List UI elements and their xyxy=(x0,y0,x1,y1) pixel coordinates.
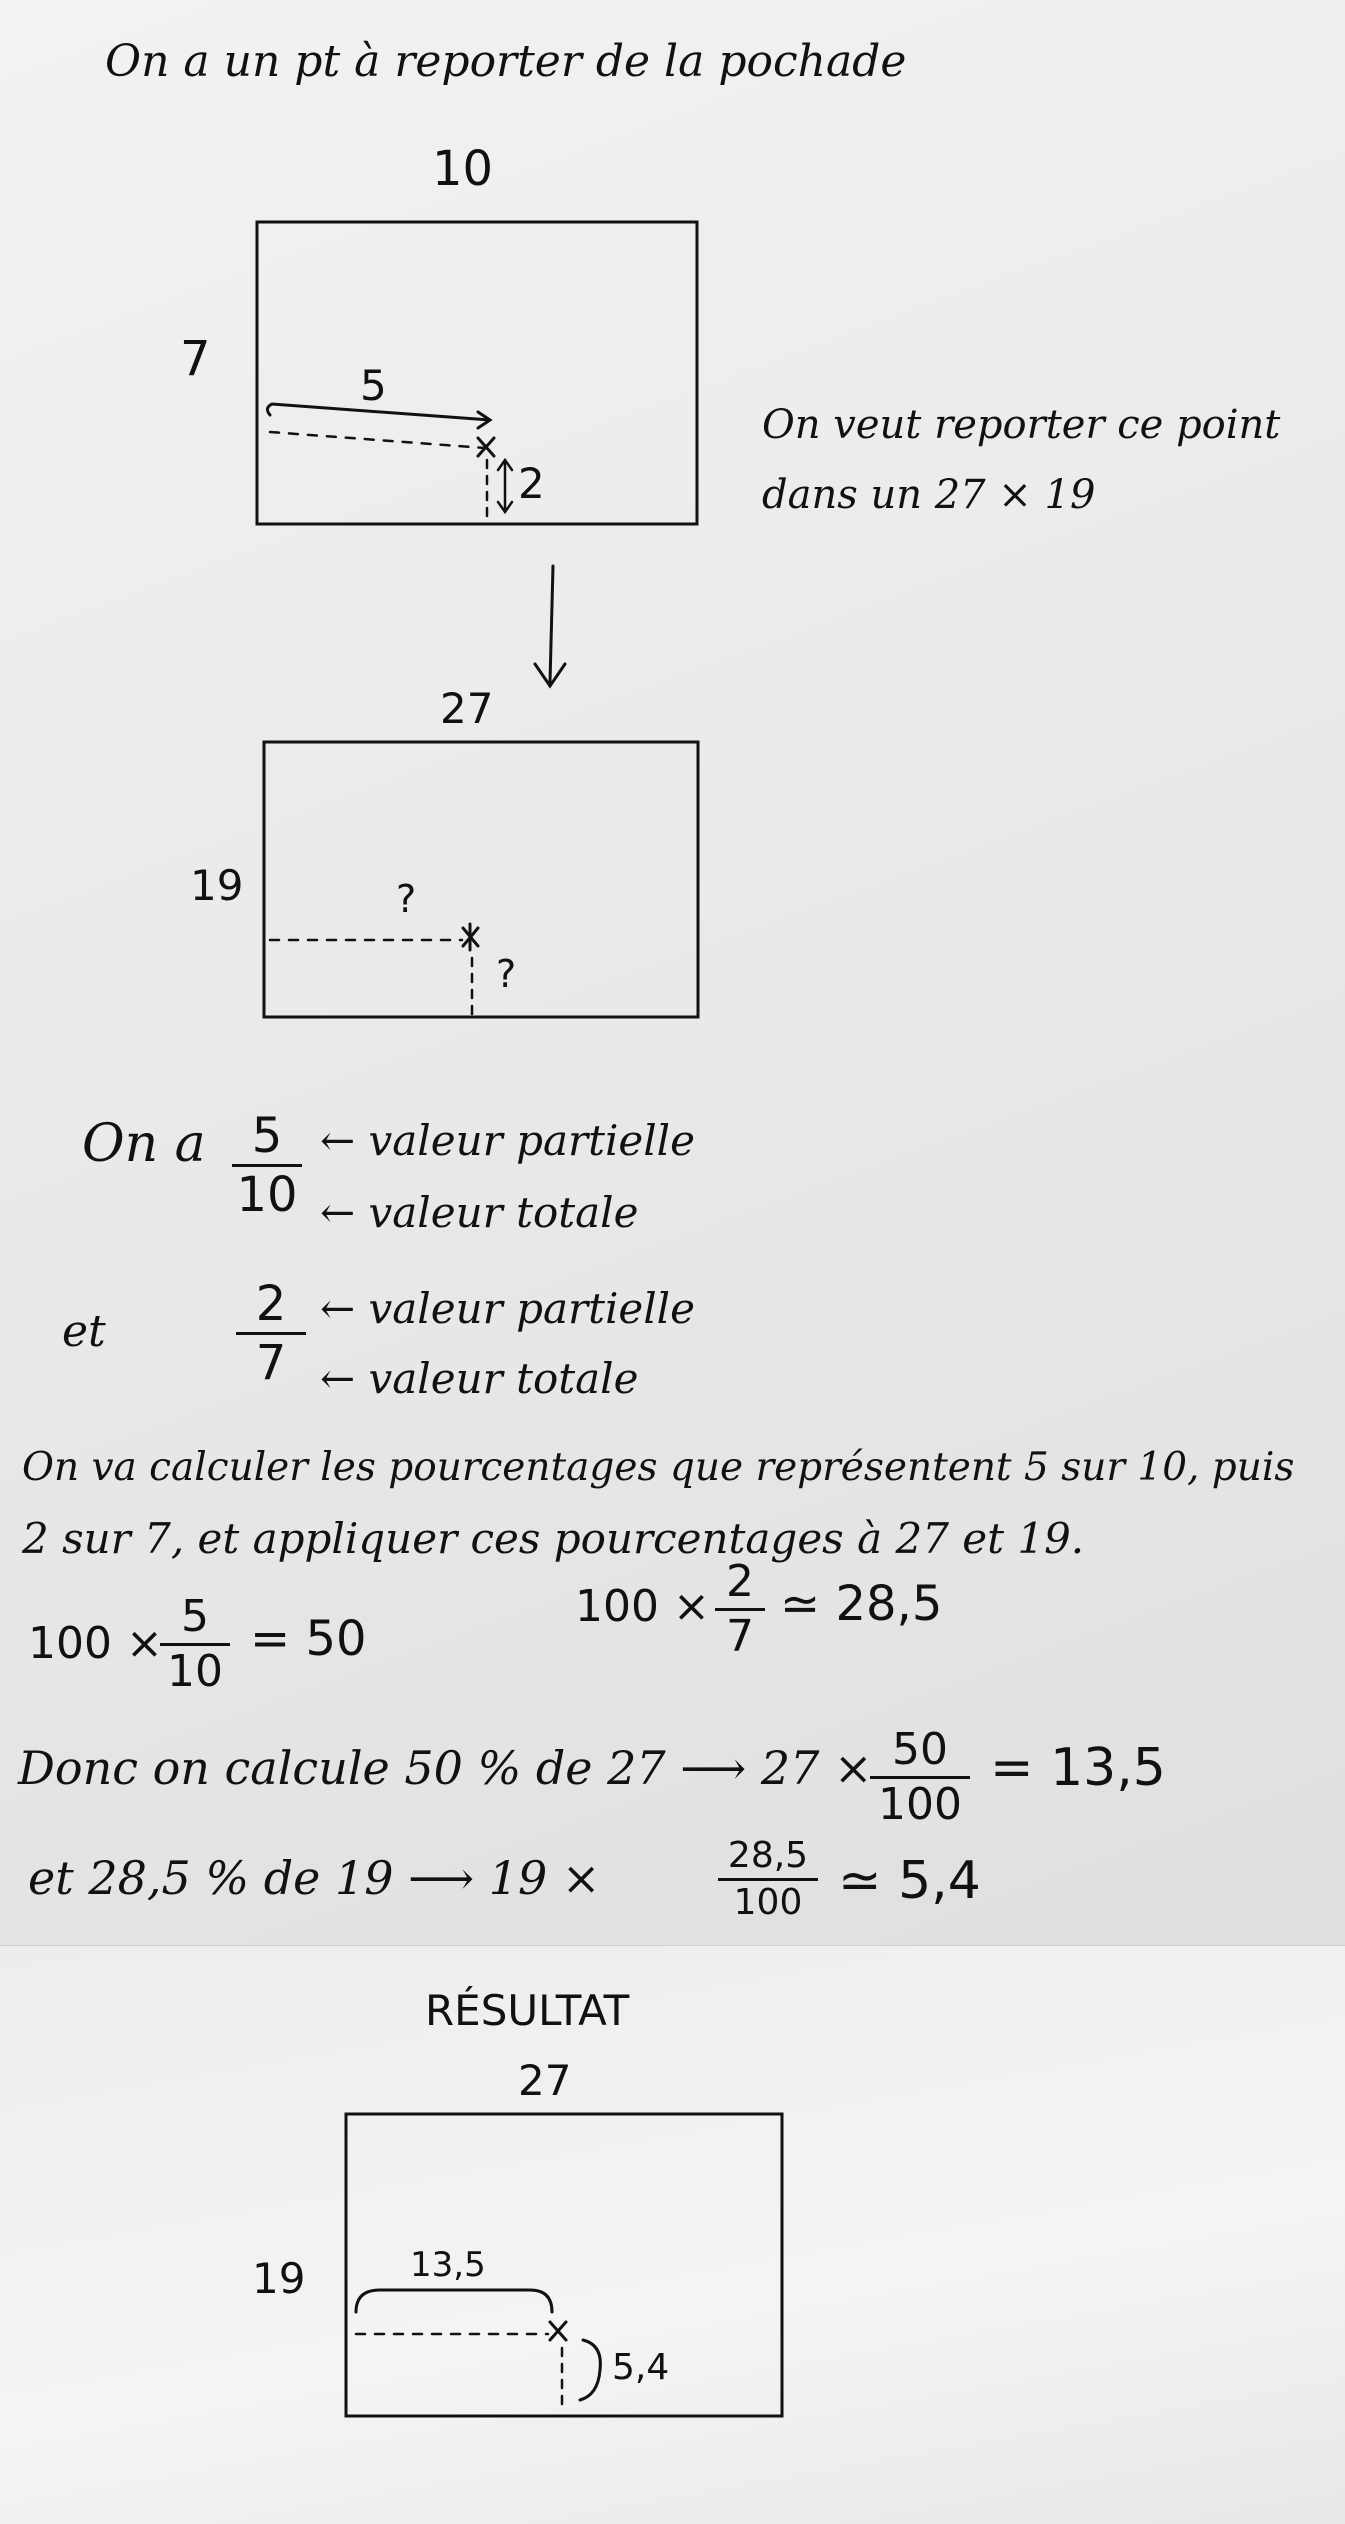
big-cross xyxy=(463,924,478,950)
small-width-label: 10 xyxy=(432,141,494,197)
result-title: RÉSULTAT xyxy=(425,1986,630,2035)
ratios-et: et xyxy=(62,1306,106,1357)
calc4-result: ≃ 5,4 xyxy=(838,1851,981,1911)
side-note-line1: On veut reporter ce point xyxy=(762,402,1281,448)
calc2-numerator: 2 xyxy=(726,1556,754,1607)
big-height-label: 19 xyxy=(190,861,244,910)
small-y-value: 2 xyxy=(518,459,545,508)
ratio-1-partial-label: ← valeur partielle xyxy=(320,1116,695,1165)
intro-text: On a un pt à reporter de la pochade xyxy=(105,36,907,87)
calc4-prefix: et 28,5 % de 19 ⟶ 19 × xyxy=(28,1851,601,1905)
small-height-label: 7 xyxy=(180,331,211,387)
result-width-label: 27 xyxy=(518,2056,572,2105)
result-height-label: 19 xyxy=(252,2254,306,2303)
small-h-dashed xyxy=(270,432,485,448)
calc4-denominator: 100 xyxy=(733,1882,803,1923)
big-width-label: 27 xyxy=(440,684,494,733)
result-y-brace xyxy=(580,2340,600,2400)
ratio-1-total-label: ← valeur totale xyxy=(320,1188,639,1237)
calc4-fraction xyxy=(718,1835,818,1923)
fraction-bar xyxy=(718,1878,818,1881)
calc1-fraction xyxy=(160,1591,230,1697)
side-note-line2: dans un 27 × 19 xyxy=(762,472,1096,518)
ratio-1-numerator: 5 xyxy=(251,1108,283,1164)
calc1-numerator: 5 xyxy=(181,1591,209,1642)
ratios-on-a: On a xyxy=(82,1114,206,1174)
ratio-2-partial-label: ← valeur partielle xyxy=(320,1284,695,1333)
small-y-arrow xyxy=(498,460,512,512)
calc3-fraction xyxy=(870,1724,970,1830)
calc2-denominator: 7 xyxy=(726,1611,754,1662)
ratio-5-10 xyxy=(232,1108,302,1223)
ratio-2-7 xyxy=(236,1276,306,1391)
calc2-prefix: 100 × xyxy=(575,1581,710,1632)
small-x-value: 5 xyxy=(360,361,387,410)
calc3-denominator: 100 xyxy=(878,1779,962,1830)
big-frame xyxy=(264,742,698,1017)
explanation-line1: On va calculer les pourcentages que représentent 5 sur 10, puis xyxy=(22,1445,1295,1490)
ratio-2-numerator: 2 xyxy=(255,1276,287,1332)
ratio-1-denominator: 10 xyxy=(236,1167,298,1223)
ratio-2-total-label: ← valeur totale xyxy=(320,1354,639,1403)
calc4-numerator: 28,5 xyxy=(727,1835,809,1876)
down-arrow xyxy=(535,566,565,686)
result-x-brace xyxy=(356,2290,552,2312)
big-y-unknown: ? xyxy=(496,952,517,996)
result-cross xyxy=(550,2322,566,2340)
calc1-prefix: 100 × xyxy=(28,1618,163,1669)
calc1-denominator: 10 xyxy=(167,1646,223,1697)
calc3-result: = 13,5 xyxy=(990,1738,1166,1798)
big-x-unknown: ? xyxy=(396,877,417,921)
result-x-value: 13,5 xyxy=(410,2245,486,2285)
calc2-fraction xyxy=(715,1556,765,1662)
calc3-numerator: 50 xyxy=(892,1724,948,1775)
ratio-2-denominator: 7 xyxy=(255,1335,287,1391)
explanation-line2: 2 sur 7, et appliquer ces pourcentages à 27 et 19. xyxy=(22,1514,1085,1563)
calc2-result: ≃ 28,5 xyxy=(780,1576,943,1632)
small-frame xyxy=(257,222,697,524)
result-y-value: 5,4 xyxy=(612,2347,670,2388)
calc3-prefix: Donc on calcule 50 % de 27 ⟶ 27 × xyxy=(18,1741,873,1795)
calc1-result: = 50 xyxy=(250,1611,367,1667)
